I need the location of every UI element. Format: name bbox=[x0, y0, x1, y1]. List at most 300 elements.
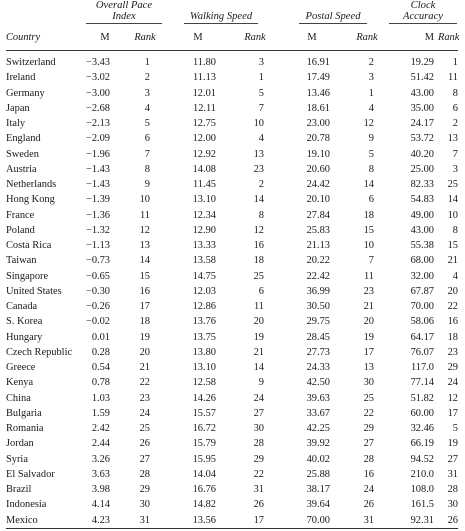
walk-m-cell: 13.75 bbox=[192, 331, 216, 343]
pace-rank-cell: 22 bbox=[139, 377, 150, 389]
postal-rank-cell: 31 bbox=[346, 513, 388, 529]
pace-m-cell: −0.02 bbox=[85, 316, 110, 328]
clock-rank-cell: 26 bbox=[438, 513, 458, 529]
walk-rank-cell: 7 bbox=[258, 102, 264, 114]
walk-rank-cell: 14 bbox=[253, 362, 264, 373]
postal-m-cell: 27.73 bbox=[306, 346, 330, 358]
clock-rank-cell: 16 bbox=[447, 316, 458, 328]
country-cell: Switzerland bbox=[6, 57, 56, 68]
header-group-pace bbox=[84, 0, 164, 24]
postal-rank-cell: 2 bbox=[368, 57, 374, 68]
postal-rank-cell: 21 bbox=[363, 301, 374, 312]
table-row bbox=[6, 360, 458, 375]
header-group-walking-label: Walking Speed bbox=[184, 11, 258, 24]
clock-m-cell: 35.00 bbox=[410, 102, 434, 114]
table-row bbox=[6, 51, 458, 71]
walk-m-cell: 14.82 bbox=[192, 499, 216, 511]
clock-m-cell: 82.33 bbox=[410, 179, 434, 190]
pace-m-cell: 4.23 bbox=[84, 513, 126, 529]
table-row bbox=[6, 253, 458, 268]
clock-m-cell: 53.72 bbox=[410, 133, 434, 145]
walk-m-cell: 13.56 bbox=[164, 513, 232, 529]
clock-rank-cell: 24 bbox=[447, 377, 458, 389]
country-cell: Netherlands bbox=[6, 179, 57, 190]
postal-m-cell: 39.64 bbox=[306, 499, 330, 511]
walk-m-cell: 15.95 bbox=[192, 453, 216, 465]
clock-m-cell: 19.29 bbox=[410, 57, 434, 68]
postal-rank-cell: 17 bbox=[363, 346, 374, 358]
country-cell: Japan bbox=[6, 102, 30, 114]
clock-m-cell: 32.00 bbox=[410, 270, 434, 282]
postal-m-cell: 20.78 bbox=[306, 133, 330, 145]
table-row bbox=[6, 421, 458, 436]
clock-m-cell: 51.42 bbox=[410, 72, 434, 84]
walk-rank-cell: 25 bbox=[253, 270, 264, 282]
clock-m-cell: 161.5 bbox=[410, 499, 434, 511]
postal-m-cell: 20.10 bbox=[306, 194, 330, 206]
table-row bbox=[6, 391, 458, 406]
walk-m-cell: 13.10 bbox=[192, 362, 216, 373]
clock-m-cell: 76.07 bbox=[410, 346, 434, 358]
walk-m-cell: 11.13 bbox=[193, 72, 216, 84]
pace-m-cell: 3.98 bbox=[91, 484, 110, 495]
pace-rank-cell: 6 bbox=[144, 133, 150, 145]
postal-m-cell: 42.50 bbox=[306, 377, 330, 389]
table-row bbox=[6, 208, 458, 223]
table-body bbox=[6, 51, 458, 529]
walk-m-cell: 12.75 bbox=[192, 118, 216, 129]
walk-rank-cell: 5 bbox=[258, 87, 264, 99]
country-cell: France bbox=[6, 209, 35, 221]
header-group-clock bbox=[388, 0, 458, 24]
postal-m-cell: 18.61 bbox=[306, 102, 330, 114]
clock-rank-cell: 10 bbox=[447, 209, 458, 221]
clock-m-cell: 210.0 bbox=[410, 468, 434, 480]
pace-rank-cell: 8 bbox=[144, 163, 150, 175]
postal-rank-cell: 23 bbox=[363, 285, 374, 297]
table-row bbox=[6, 101, 458, 116]
clock-rank-cell: 17 bbox=[447, 407, 458, 419]
country-cell: United States bbox=[6, 285, 62, 297]
table-row bbox=[6, 330, 458, 345]
table-row bbox=[6, 70, 458, 85]
postal-m-cell: 29.75 bbox=[306, 316, 330, 328]
table-row bbox=[6, 116, 458, 131]
country-cell: Romania bbox=[6, 423, 44, 434]
table-row bbox=[6, 269, 458, 284]
header-group-walking bbox=[164, 0, 278, 24]
table-row bbox=[6, 482, 458, 497]
walk-rank-cell: 18 bbox=[253, 255, 264, 267]
header-postal-rank: Rank bbox=[346, 24, 388, 51]
pace-of-life-table bbox=[6, 0, 458, 529]
header-clock-rank: Rank bbox=[438, 24, 458, 51]
walk-m-cell: 12.00 bbox=[192, 133, 216, 145]
walk-rank-cell: 19 bbox=[253, 331, 264, 343]
pace-rank-cell: 5 bbox=[144, 118, 150, 129]
postal-m-cell: 39.92 bbox=[306, 438, 330, 450]
postal-m-cell: 17.49 bbox=[306, 72, 330, 84]
header-group-pace-label: Overall Pace Index bbox=[86, 0, 162, 24]
table-row bbox=[6, 284, 458, 299]
walk-rank-cell: 16 bbox=[253, 240, 264, 251]
walk-rank-cell: 10 bbox=[253, 118, 264, 129]
walk-rank-cell: 12 bbox=[253, 224, 264, 236]
postal-rank-cell: 18 bbox=[363, 209, 374, 221]
walk-rank-cell: 27 bbox=[253, 407, 264, 419]
postal-m-cell: 20.22 bbox=[306, 255, 330, 267]
clock-rank-cell: 25 bbox=[447, 179, 458, 190]
pace-rank-cell: 2 bbox=[144, 72, 150, 84]
country-cell: Hungary bbox=[6, 331, 43, 343]
postal-m-cell: 24.33 bbox=[306, 362, 330, 373]
walk-m-cell: 15.79 bbox=[192, 438, 216, 450]
clock-rank-cell: 11 bbox=[447, 72, 458, 84]
country-cell: Ireland bbox=[6, 72, 36, 84]
postal-rank-cell: 24 bbox=[363, 484, 374, 495]
header-group-row bbox=[6, 0, 458, 24]
country-cell: Kenya bbox=[6, 377, 34, 389]
pace-m-cell: 0.28 bbox=[91, 346, 110, 358]
pace-rank-cell: 23 bbox=[139, 392, 150, 404]
header-pace-m: M bbox=[84, 24, 126, 51]
clock-m-cell: 77.14 bbox=[410, 377, 434, 389]
pace-m-cell: −1.36 bbox=[85, 209, 110, 221]
clock-rank-cell: 28 bbox=[447, 484, 458, 495]
walk-rank-cell: 23 bbox=[253, 163, 264, 175]
country-cell: S. Korea bbox=[6, 316, 43, 328]
postal-rank-cell: 14 bbox=[363, 179, 374, 190]
table-row bbox=[6, 192, 458, 207]
clock-m-cell: 68.00 bbox=[410, 255, 434, 267]
clock-m-cell: 58.06 bbox=[410, 316, 434, 328]
country-cell: Germany bbox=[6, 87, 45, 99]
pace-rank-cell: 10 bbox=[139, 194, 150, 206]
clock-m-cell: 108.0 bbox=[410, 484, 434, 495]
country-cell: Brazil bbox=[6, 484, 32, 495]
clock-m-cell: 49.00 bbox=[410, 209, 434, 221]
walk-m-cell: 12.86 bbox=[192, 301, 216, 312]
walk-m-cell: 12.34 bbox=[192, 209, 216, 221]
pace-m-cell: −1.13 bbox=[85, 240, 110, 251]
clock-rank-cell: 1 bbox=[452, 57, 458, 68]
pace-rank-cell: 20 bbox=[139, 346, 150, 358]
postal-m-cell: 16.91 bbox=[306, 57, 330, 68]
country-cell: China bbox=[6, 392, 31, 404]
pace-rank-cell: 18 bbox=[139, 316, 150, 328]
walk-m-cell: 14.75 bbox=[192, 270, 216, 282]
walk-rank-cell: 21 bbox=[253, 346, 264, 358]
postal-rank-cell: 3 bbox=[368, 72, 374, 84]
pace-m-cell: 0.54 bbox=[91, 362, 110, 373]
postal-rank-cell: 22 bbox=[363, 407, 374, 419]
country-cell: Taiwan bbox=[6, 255, 37, 267]
postal-rank-cell: 13 bbox=[363, 362, 374, 373]
header-group-clock-label: Clock Accuracy bbox=[389, 0, 457, 24]
header-clock-m: M bbox=[388, 24, 438, 51]
country-cell: Austria bbox=[6, 163, 37, 175]
walk-m-cell: 13.76 bbox=[192, 316, 216, 328]
postal-rank-cell: 5 bbox=[368, 148, 374, 160]
postal-rank-cell: 11 bbox=[363, 270, 374, 282]
country-cell: Singapore bbox=[6, 270, 49, 282]
pace-m-cell: 2.42 bbox=[91, 423, 110, 434]
clock-rank-cell: 14 bbox=[447, 194, 458, 206]
pace-m-cell: 3.26 bbox=[91, 453, 110, 465]
pace-m-cell: −3.02 bbox=[85, 72, 110, 84]
table-row bbox=[6, 86, 458, 101]
table-row bbox=[6, 299, 458, 314]
clock-rank-cell: 19 bbox=[447, 438, 458, 450]
clock-rank-cell: 6 bbox=[452, 102, 458, 114]
header-group-postal bbox=[278, 0, 388, 24]
table-row bbox=[6, 223, 458, 238]
pace-rank-cell: 13 bbox=[139, 240, 150, 251]
postal-rank-cell: 28 bbox=[363, 453, 374, 465]
postal-m-cell: 13.46 bbox=[306, 87, 330, 99]
walk-rank-cell: 8 bbox=[258, 209, 264, 221]
walk-m-cell: 12.11 bbox=[193, 102, 216, 114]
pace-m-cell: −1.39 bbox=[85, 194, 110, 206]
table-row bbox=[6, 314, 458, 329]
country-cell: England bbox=[6, 133, 41, 145]
clock-m-cell: 60.00 bbox=[410, 407, 434, 419]
pace-m-cell: 3.63 bbox=[91, 468, 110, 480]
pace-m-cell: 0.01 bbox=[91, 331, 110, 343]
table-row bbox=[6, 177, 458, 192]
pace-m-cell: −0.73 bbox=[85, 255, 110, 267]
walk-rank-cell: 31 bbox=[253, 484, 264, 495]
clock-m-cell: 43.00 bbox=[410, 224, 434, 236]
header-walk-m: M bbox=[164, 24, 232, 51]
country-cell: Mexico bbox=[6, 513, 84, 529]
table-row bbox=[6, 345, 458, 360]
table-row bbox=[6, 375, 458, 390]
postal-rank-cell: 16 bbox=[363, 468, 374, 480]
postal-m-cell: 28.45 bbox=[306, 331, 330, 343]
clock-m-cell: 64.17 bbox=[410, 331, 434, 343]
postal-m-cell: 33.67 bbox=[306, 407, 330, 419]
pace-m-cell: 0.78 bbox=[91, 377, 110, 389]
postal-m-cell: 36.99 bbox=[306, 285, 330, 297]
header-column-row bbox=[6, 24, 458, 51]
pace-m-cell: −0.65 bbox=[85, 270, 110, 282]
table-row bbox=[6, 162, 458, 177]
postal-rank-cell: 8 bbox=[368, 163, 374, 175]
pace-rank-cell: 15 bbox=[139, 270, 150, 282]
postal-rank-cell: 7 bbox=[368, 255, 374, 267]
table-row bbox=[6, 147, 458, 162]
walk-rank-cell: 3 bbox=[258, 57, 264, 68]
clock-rank-cell: 21 bbox=[447, 255, 458, 267]
clock-rank-cell: 2 bbox=[452, 118, 458, 129]
clock-m-cell: 66.19 bbox=[410, 438, 434, 450]
postal-rank-cell: 26 bbox=[363, 499, 374, 511]
walk-m-cell: 13.33 bbox=[192, 240, 216, 251]
walk-m-cell: 13.10 bbox=[192, 194, 216, 206]
clock-m-cell: 25.00 bbox=[410, 163, 434, 175]
country-cell: Hong Kong bbox=[6, 194, 55, 206]
walk-rank-cell: 4 bbox=[258, 133, 264, 145]
country-cell: Czech Republic bbox=[6, 346, 73, 358]
walk-m-cell: 13.80 bbox=[192, 346, 216, 358]
postal-rank-cell: 30 bbox=[363, 377, 374, 389]
pace-m-cell: −1.43 bbox=[85, 163, 110, 175]
header-walk-rank: Rank bbox=[232, 24, 278, 51]
walk-rank-cell: 9 bbox=[258, 377, 264, 389]
walk-rank-cell: 26 bbox=[253, 499, 264, 511]
country-cell: Canada bbox=[6, 301, 38, 312]
pace-m-cell: 1.03 bbox=[91, 392, 110, 404]
walk-m-cell: 14.26 bbox=[192, 392, 216, 404]
table-row bbox=[6, 467, 458, 482]
pace-rank-cell: 7 bbox=[144, 148, 150, 160]
postal-m-cell: 23.00 bbox=[306, 118, 330, 129]
pace-rank-cell: 27 bbox=[139, 453, 150, 465]
clock-rank-cell: 20 bbox=[447, 285, 458, 297]
pace-m-cell: −1.32 bbox=[85, 224, 110, 236]
country-cell: Sweden bbox=[6, 148, 39, 160]
table-row bbox=[6, 513, 458, 529]
postal-m-cell: 25.88 bbox=[306, 468, 330, 480]
postal-rank-cell: 12 bbox=[363, 118, 374, 129]
clock-rank-cell: 27 bbox=[447, 453, 458, 465]
pace-rank-cell: 28 bbox=[139, 468, 150, 480]
walk-rank-cell: 24 bbox=[253, 392, 264, 404]
walk-m-cell: 15.57 bbox=[192, 407, 216, 419]
walk-rank-cell: 13 bbox=[253, 148, 264, 160]
pace-m-cell: 2.44 bbox=[91, 438, 110, 450]
clock-rank-cell: 4 bbox=[452, 270, 458, 282]
pace-m-cell: −1.43 bbox=[85, 179, 110, 190]
pace-m-cell: 4.14 bbox=[91, 499, 110, 511]
pace-m-cell: −1.96 bbox=[85, 148, 110, 160]
clock-rank-cell: 8 bbox=[452, 87, 458, 99]
walk-m-cell: 12.58 bbox=[192, 377, 216, 389]
postal-rank-cell: 6 bbox=[368, 194, 374, 206]
pace-rank-cell: 4 bbox=[144, 102, 150, 114]
walk-m-cell: 14.04 bbox=[192, 468, 216, 480]
postal-m-cell: 20.60 bbox=[306, 163, 330, 175]
pace-rank-cell: 19 bbox=[139, 331, 150, 343]
table-row bbox=[6, 238, 458, 253]
clock-rank-cell: 30 bbox=[447, 499, 458, 511]
postal-m-cell: 22.42 bbox=[306, 270, 330, 282]
postal-rank-cell: 25 bbox=[363, 392, 374, 404]
pace-rank-cell: 31 bbox=[126, 513, 164, 529]
clock-rank-cell: 31 bbox=[447, 468, 458, 480]
postal-m-cell: 27.84 bbox=[306, 209, 330, 221]
walk-rank-cell: 14 bbox=[253, 194, 264, 206]
header-country: Country bbox=[6, 24, 84, 51]
postal-rank-cell: 9 bbox=[368, 133, 374, 145]
pace-m-cell: −3.00 bbox=[85, 87, 110, 99]
postal-m-cell: 70.00 bbox=[278, 513, 346, 529]
walk-m-cell: 12.90 bbox=[192, 224, 216, 236]
walk-rank-cell: 11 bbox=[253, 301, 264, 312]
postal-rank-cell: 29 bbox=[363, 423, 374, 434]
clock-m-cell: 94.52 bbox=[410, 453, 434, 465]
pace-rank-cell: 16 bbox=[139, 285, 150, 297]
table-header bbox=[6, 0, 458, 51]
pace-rank-cell: 21 bbox=[139, 362, 150, 373]
clock-rank-cell: 8 bbox=[452, 224, 458, 236]
clock-m-cell: 32.46 bbox=[410, 423, 434, 434]
pace-rank-cell: 11 bbox=[139, 209, 150, 221]
walk-m-cell: 11.80 bbox=[193, 57, 216, 68]
header-blank bbox=[6, 0, 84, 24]
walk-m-cell: 12.01 bbox=[192, 87, 216, 99]
pace-rank-cell: 3 bbox=[144, 87, 150, 99]
pace-m-cell: −0.30 bbox=[85, 285, 110, 297]
clock-rank-cell: 29 bbox=[447, 362, 458, 373]
pace-rank-cell: 26 bbox=[139, 438, 150, 450]
clock-rank-cell: 7 bbox=[452, 148, 458, 160]
pace-m-cell: −3.43 bbox=[85, 57, 110, 68]
postal-m-cell: 24.42 bbox=[306, 179, 330, 190]
clock-rank-cell: 23 bbox=[447, 346, 458, 358]
pace-rank-cell: 1 bbox=[144, 57, 150, 68]
clock-m-cell: 51.82 bbox=[410, 392, 434, 404]
postal-rank-cell: 27 bbox=[363, 438, 374, 450]
walk-m-cell: 14.08 bbox=[192, 163, 216, 175]
postal-rank-cell: 1 bbox=[368, 87, 374, 99]
clock-m-cell: 54.83 bbox=[410, 194, 434, 206]
walk-rank-cell: 17 bbox=[232, 513, 278, 529]
pace-m-cell: −2.68 bbox=[85, 102, 110, 114]
walk-rank-cell: 20 bbox=[253, 316, 264, 328]
clock-rank-cell: 3 bbox=[452, 163, 458, 175]
postal-m-cell: 38.17 bbox=[306, 484, 330, 495]
pace-rank-cell: 24 bbox=[139, 407, 150, 419]
clock-m-cell: 55.38 bbox=[410, 240, 434, 251]
pace-rank-cell: 25 bbox=[139, 423, 150, 434]
walk-m-cell: 16.76 bbox=[192, 484, 216, 495]
pace-rank-cell: 9 bbox=[144, 179, 150, 190]
pace-rank-cell: 14 bbox=[139, 255, 150, 267]
clock-m-cell: 40.20 bbox=[410, 148, 434, 160]
postal-rank-cell: 4 bbox=[368, 102, 374, 114]
table-row bbox=[6, 436, 458, 451]
walk-rank-cell: 6 bbox=[258, 285, 264, 297]
pace-rank-cell: 12 bbox=[139, 224, 150, 236]
header-pace-rank: Rank bbox=[126, 24, 164, 51]
walk-rank-cell: 22 bbox=[253, 468, 264, 480]
pace-m-cell: 1.59 bbox=[91, 407, 110, 419]
pace-m-cell: −0.26 bbox=[85, 301, 110, 312]
table-row bbox=[6, 497, 458, 512]
clock-rank-cell: 12 bbox=[447, 392, 458, 404]
clock-rank-cell: 15 bbox=[447, 240, 458, 251]
clock-rank-cell: 18 bbox=[447, 331, 458, 343]
country-cell: Costa Rica bbox=[6, 240, 52, 251]
country-cell: Syria bbox=[6, 453, 28, 465]
walk-m-cell: 16.72 bbox=[192, 423, 216, 434]
postal-m-cell: 40.02 bbox=[306, 453, 330, 465]
postal-m-cell: 21.13 bbox=[306, 240, 330, 251]
country-cell: Poland bbox=[6, 224, 35, 236]
clock-rank-cell: 22 bbox=[447, 301, 458, 312]
country-cell: Bulgaria bbox=[6, 407, 42, 419]
table-row bbox=[6, 131, 458, 146]
header-group-postal-label: Postal Speed bbox=[299, 11, 366, 24]
clock-m-cell: 117.0 bbox=[411, 362, 434, 373]
clock-m-cell: 43.00 bbox=[410, 87, 434, 99]
pace-rank-cell: 29 bbox=[139, 484, 150, 495]
country-cell: Indonesia bbox=[6, 499, 47, 511]
header-postal-m: M bbox=[278, 24, 346, 51]
walk-rank-cell: 1 bbox=[258, 72, 264, 84]
